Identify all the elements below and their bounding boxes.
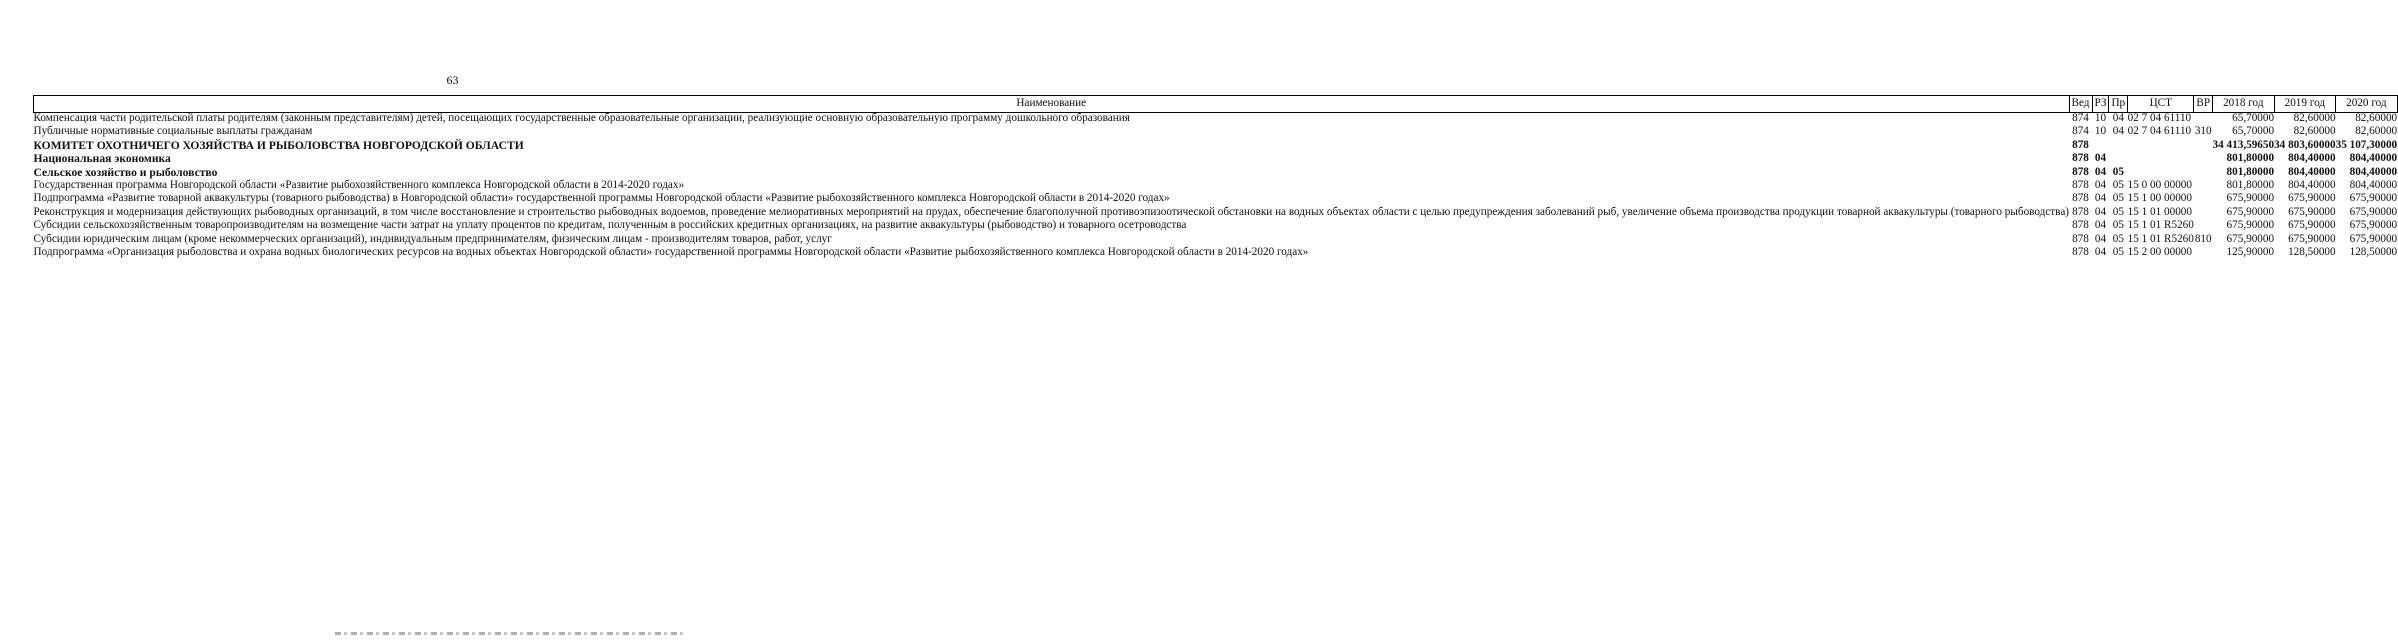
header-2019: 2019 год (2274, 96, 2336, 113)
row-ved: 878 (2072, 152, 2089, 165)
row-rz: 10 (2094, 112, 2107, 124)
row-name: Государственная программа Новгородской области «Развитие рыбохозяйственного комплекса Новгородской области в 2014-2020 годах» (33, 179, 685, 192)
table-row (34, 232, 2398, 245)
row-2020: 804,40000 (2349, 165, 2398, 178)
row-2018: 675,90000 (2226, 205, 2275, 218)
table-row (34, 165, 2398, 178)
row-2020: 675,90000 (2349, 192, 2398, 205)
row-2020: 82,60000 (2355, 125, 2398, 138)
header-name: Наименование (34, 96, 2070, 113)
row-vr (2194, 151, 2213, 164)
row-2019: 675,90000 (2288, 192, 2336, 205)
row-vr (2194, 113, 2213, 125)
row-ved: 874 (2072, 125, 2089, 138)
table-row (34, 151, 2398, 164)
row-pr: 05 (2112, 246, 2124, 259)
row-2018: 801,80000 (2226, 152, 2275, 165)
row-name: Национальная экономика (33, 152, 171, 166)
row-vr: 810 (2194, 232, 2212, 245)
row-2018: 34 413,59650 (2212, 138, 2275, 151)
row-pr: 04 (2112, 125, 2124, 138)
table-row (34, 124, 2398, 137)
table-row (34, 245, 2398, 258)
row-2019: 804,40000 (2288, 179, 2336, 192)
row-cst (2128, 165, 2194, 178)
row-vr (2194, 178, 2213, 191)
row-vr (2194, 138, 2213, 151)
row-name: Подпрограмма «Развитие товарной аквакультуры (товарного рыбоводства) в Новгородской области» государственной программы Новгородской области «Развитие рыбохозяйственного комплекса Новгородской области в 2014-2020 годах» (33, 192, 1170, 205)
row-vr (2194, 218, 2213, 231)
row-2020: 804,40000 (2349, 152, 2398, 165)
row-rz (2092, 138, 2109, 151)
row-ved: 878 (2072, 165, 2089, 178)
row-pr: 05 (2112, 219, 2124, 232)
row-2018: 65,70000 (2232, 112, 2275, 124)
row-2018: 675,90000 (2226, 219, 2275, 232)
row-2020: 804,40000 (2349, 179, 2398, 192)
row-name: Подпрограмма «Организация рыболовства и охрана водных биологических ресурсов на водных объектах Новгородской области» государственной программы Новгородской области «Развитие рыбохозяйственного комплекса Новгородской области в 2014-2020 годах» (33, 246, 1309, 259)
row-2020: 675,90000 (2349, 219, 2398, 232)
row-2020: 35 107,30000 (2335, 138, 2398, 151)
row-vr: 310 (2194, 125, 2212, 138)
row-2019: 804,40000 (2288, 165, 2336, 178)
row-2018: 675,90000 (2226, 232, 2275, 245)
row-vr (2194, 205, 2213, 218)
row-2018: 801,80000 (2226, 165, 2275, 178)
row-2018: 801,80000 (2226, 179, 2275, 192)
row-2019: 675,90000 (2288, 232, 2336, 245)
row-2019: 675,90000 (2288, 205, 2336, 218)
row-rz: 04 (2094, 232, 2107, 245)
header-2018: 2018 год (2213, 96, 2275, 113)
page-number: 63 (446, 73, 459, 87)
row-ved: 878 (2072, 138, 2089, 151)
row-ved: 878 (2072, 219, 2089, 232)
table-header-row (34, 96, 2398, 113)
row-ved: 878 (2072, 179, 2089, 192)
row-cst: 15 1 01 R5260 (2127, 219, 2194, 232)
row-2020: 128,50000 (2349, 246, 2398, 259)
row-rz: 04 (2094, 219, 2107, 232)
header-2020: 2020 год (2336, 96, 2398, 113)
row-2020: 675,90000 (2349, 205, 2398, 218)
row-rz: 10 (2094, 125, 2107, 138)
row-2018: 125,90000 (2226, 246, 2275, 259)
row-2018: 65,70000 (2232, 125, 2275, 138)
row-cst: 15 1 00 00000 (2127, 192, 2192, 205)
row-pr: 05 (2112, 192, 2124, 205)
table-row (34, 205, 2398, 218)
row-name: Субсидии юридическим лицам (кроме некоммерческих организаций), индивидуальным предпринимателям, физическим лицам - производителям товаров, работ, услуг (33, 232, 832, 245)
row-2019: 34 803,60000 (2274, 138, 2336, 151)
row-2019: 804,40000 (2288, 152, 2336, 165)
row-ved: 878 (2072, 232, 2089, 245)
row-2020: 82,60000 (2355, 112, 2398, 124)
row-name: Реконструкция и модернизация действующих рыбоводных организаций, в том числе восстановление и строительство рыбоводных водоемов, проведение мелиоративных мероприятий на прудах, обеспечение благополучной противоэпизоотической обстановки на водных объектах области с целью предупреждения заболеваний рыб, увеличение объема производства продукции товарной аквакультуры (товарного рыбоводства) (33, 205, 2070, 218)
row-2019: 675,90000 (2288, 219, 2336, 232)
row-cst: 15 0 00 00000 (2127, 179, 2192, 192)
row-rz: 04 (2094, 205, 2107, 218)
row-pr: 05 (2112, 232, 2124, 245)
row-cst: 02 7 04 61110 (2127, 125, 2192, 138)
row-pr: 05 (2112, 165, 2124, 178)
row-ved: 874 (2072, 112, 2089, 124)
header-pr: Пр (2109, 96, 2128, 113)
row-2019: 82,60000 (2293, 125, 2336, 138)
table-row (34, 191, 2398, 204)
row-rz: 04 (2094, 165, 2107, 178)
row-cst (2128, 138, 2194, 151)
row-rz: 04 (2094, 179, 2107, 192)
row-pr (2109, 151, 2128, 164)
table-row (34, 138, 2398, 151)
row-2019: 128,50000 (2288, 246, 2336, 259)
row-vr (2194, 245, 2213, 258)
scan-artifact (335, 632, 685, 635)
row-2018: 675,90000 (2226, 192, 2275, 205)
table-body (34, 113, 2398, 259)
row-rz: 04 (2094, 246, 2107, 259)
header-rz: РЗ (2092, 96, 2109, 113)
table-row (34, 113, 2398, 125)
row-cst: 15 2 00 00000 (2127, 246, 2192, 259)
row-pr: 04 (2112, 112, 2124, 124)
row-ved: 878 (2072, 205, 2089, 218)
table-row (34, 218, 2398, 231)
table-row (34, 178, 2398, 191)
row-name: Сельское хозяйство и рыболовство (33, 165, 218, 179)
row-cst: 02 7 04 61110 (2127, 112, 2192, 124)
header-cst: ЦСТ (2128, 96, 2194, 113)
row-name: КОМИТЕТ ОХОТНИЧЕГО ХОЗЯЙСТВА И РЫБОЛОВСТВА НОВГОРОДСКОЙ ОБЛАСТИ (33, 138, 524, 152)
row-2019: 82,60000 (2293, 112, 2336, 124)
row-cst: 15 1 01 00000 (2127, 205, 2192, 218)
row-rz: 04 (2094, 192, 2107, 205)
row-name: Субсидии сельскохозяйственным товаропроизводителям на возмещение части затрат на уплату процентов по кредитам, полученным в российских кредитных организациях, на развитие аквакультуры (рыбоводство) и товарного осетроводства (33, 219, 1187, 232)
row-name: Публичные нормативные социальные выплаты гражданам (33, 125, 313, 138)
row-vr (2194, 191, 2213, 204)
row-cst: 15 1 01 R5260 (2127, 232, 2194, 245)
row-pr: 05 (2112, 179, 2124, 192)
row-pr (2109, 138, 2128, 151)
row-vr (2194, 165, 2213, 178)
row-ved: 878 (2072, 192, 2089, 205)
row-rz: 04 (2094, 152, 2107, 165)
row-ved: 878 (2072, 246, 2089, 259)
row-name: Компенсация части родительской платы родителям (законным представителям) детей, посещающих государственные образовательные организации, реализующие основную образовательную программу дошкольного образования (33, 112, 1130, 124)
header-ved: Вед (2069, 96, 2092, 113)
header-vr: ВР (2194, 96, 2213, 113)
budget-table (33, 95, 2398, 258)
row-pr: 05 (2112, 205, 2124, 218)
row-cst (2128, 151, 2194, 164)
row-2020: 675,90000 (2349, 232, 2398, 245)
